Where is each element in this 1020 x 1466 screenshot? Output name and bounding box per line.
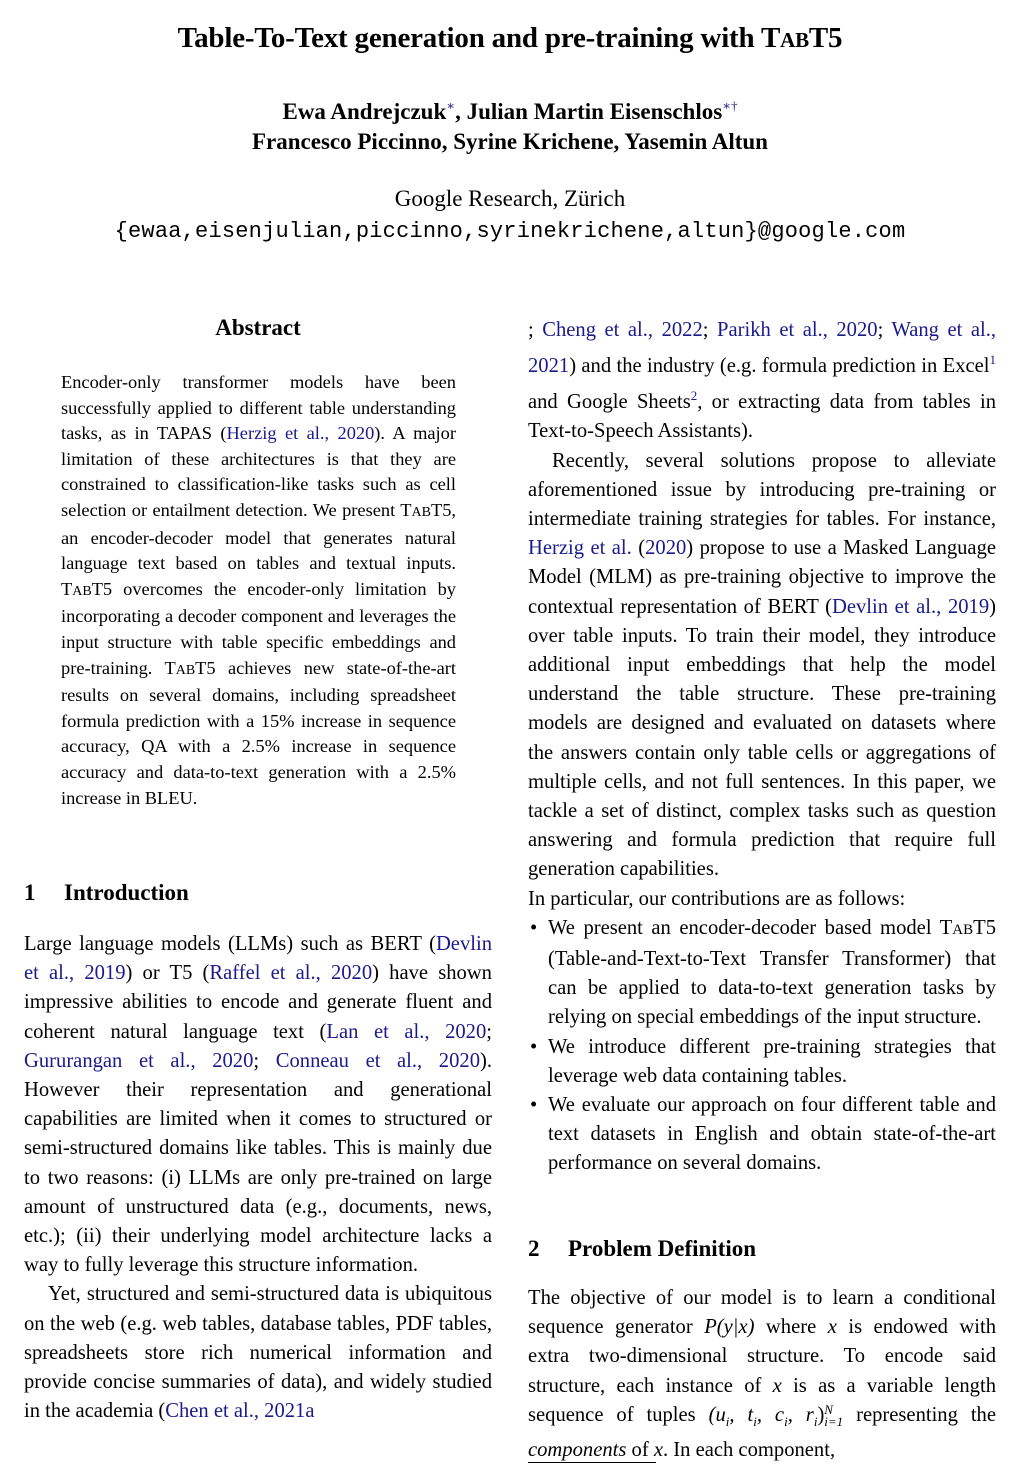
author-footnote-mark[interactable]: ∗† (722, 98, 738, 113)
intro-paragraph-2: Yet, structured and semi-structured data is ubiquitous on the web (e.g. web tables, database tables, PDF tables, spreadsheets store rich numerical information and provide concise summaries of data), and widely studied in the academia (Chen et al., 2021a (24, 1283, 492, 1423)
intro-right-column (528, 316, 996, 1179)
contributions-intro: In particular, our contributions are as follows: (528, 887, 906, 910)
intro-paragraph-2-cont: ; Cheng et al., 2022; Parikh et al., 2020; Wang et al., 2021) and the industry (e.g. formula prediction in Excel$^1$ and Google Sheets$^2$, or extracting data from tables in Text-to-Speech Assistants). (528, 319, 997, 443)
title-smallcaps: AB (780, 28, 809, 52)
citation-link[interactable]: Herzig et al., 2020 (226, 423, 375, 444)
citation-link[interactable]: Devlin et al., 2019 (24, 933, 492, 985)
affiliation: Google Research, Zürich (394, 186, 626, 211)
citation-link[interactable]: Gururangan et al., 2020 (24, 1049, 254, 1072)
citation-link[interactable]: Parikh et al., 2020 (717, 319, 878, 341)
footnote-link[interactable]: 2 (690, 388, 698, 404)
section-heading-problem-definition: 2 Problem Definition (528, 1236, 757, 1261)
intro-left-column (24, 930, 492, 1426)
author-line-2: Francesco Piccinno, Syrine Krichene, Yasemin Altun (252, 129, 768, 154)
author-line-1: Ewa Andrejczuk∗, Julian Martin Eisenschlos∗† (282, 98, 738, 124)
abstract-heading: Abstract (215, 315, 301, 340)
list-item: • We present an encoder-decoder based model TABT5 (Table-and-Text-to-Text Transfer Transformer) that can be applied to data-to-text generation tasks by relying on special embeddings of the input structure. (530, 916, 996, 1029)
contributions-list (528, 914, 996, 1179)
citation-link[interactable]: Herzig et al. (528, 537, 632, 560)
citation-link[interactable]: Raffel et al., 2020 (209, 962, 373, 985)
section-heading-introduction: 1 Introduction (24, 880, 189, 905)
author-emails: {ewaa,eisenjulian,piccinno,syrinekrichene,altun}@google.com (114, 219, 906, 244)
footnote-rule (528, 1462, 656, 1463)
citation-link[interactable]: Chen et al., 2021a (165, 1400, 315, 1423)
footnote-link[interactable]: 1 (989, 352, 996, 368)
list-item: • We evaluate our approach on four different table and text datasets in English and obtain state-of-the-art performance on several domains. (530, 1094, 996, 1175)
problem-definition-body (528, 1284, 996, 1465)
author-name: Ewa Andrejczuk (282, 99, 447, 124)
intro-paragraph-3: Recently, several solutions propose to alleviate aforementioned issue by introducing pre-training or intermediate training strategies for tables. For instance, Herzig et al. (2020) propose to use a Masked Language Model (MLM) as pre-training objective to improve the contextual representation of BERT (Devlin et al., 2019) over table inputs. To train their model, they introduce additional input embeddings that help the model understand the table structure. These pre-training models are designed and evaluated on datasets where the answers contain only table cells or aggregations of multiple cells, and not full sentences. In this paper, we tackle a set of distinct, complex tasks such as question answering and formula prediction that require full generation capabilities. (528, 449, 997, 881)
intro-paragraph-1: Large language models (LLMs) such as BERT (Devlin et al., 2019) or T5 (Raffel et al., 2020) have shown impressive abilities to encode and generate fluent and coherent natural language text (Lan et al., 2020; Gururangan et al., 2020; Conneau et al., 2020). However their representation and generational capabilities are limited when it comes to structured or semi-structured domains like tables. This is mainly due to two reasons: (i) LLMs are only pre-trained on large amount of unstructured data (e.g., documents, news, etc.); (ii) their underlying model architecture lacks a way to fully leverage this structure information. (24, 933, 493, 1277)
abstract-body: Encoder-only transformer models have been successfully applied to different table understanding tasks, as in TAPAS (Herzig et al., 2020). A major limitation of these architectures is that they are constrained to classification-like tasks such as cell selection or entailment detection. We present TABT5, an encoder-decoder model that generates natural language text based on tables and textual inputs. TABT5 overcomes the encoder-only limitation by incorporating a decoder component and leverages the input structure with table specific embeddings and pre-training. TABT5 achieves new state-of-the-art results on several domains, including spreadsheet formula prediction with a 15% increase in sequence accuracy, QA with a 2.5% increase in sequence accuracy and data-to-text generation with a 2.5% increase in BLEU. (61, 372, 457, 808)
citation-link[interactable]: Devlin et al., 2019 (831, 595, 990, 618)
citation-link[interactable]: 2020 (645, 537, 687, 560)
list-item: • We introduce different pre-training strategies that leverage web data containing tables. (530, 1035, 996, 1087)
author-footnote-mark[interactable]: ∗ (446, 98, 456, 113)
title-text: Table-To-Text generation and pre-training with T (177, 22, 781, 54)
citation-link[interactable]: Lan et al., 2020 (326, 1020, 487, 1043)
title-suffix: T5 (808, 22, 843, 54)
citation-link[interactable]: Conneau et al., 2020 (275, 1049, 480, 1072)
paper-title (0, 22, 1020, 55)
citation-link[interactable]: Wang et al., 2021 (528, 319, 997, 378)
author-list (0, 97, 1020, 157)
problem-paragraph-1: The objective of our model is to learn a conditional sequence generator P(y|x) where x is endowed with extra two-dimensional structure. To encode said structure, each instance of x is as a variable length sequence of tuples ($u_i$, $t_i$, $c_i$, $r_i$) N i=1 representing the components of x. In each component, (528, 1287, 996, 1462)
author-name: Julian Martin Eisenschlos (466, 99, 723, 124)
citation-link[interactable]: Cheng et al., 2022 (542, 319, 703, 341)
